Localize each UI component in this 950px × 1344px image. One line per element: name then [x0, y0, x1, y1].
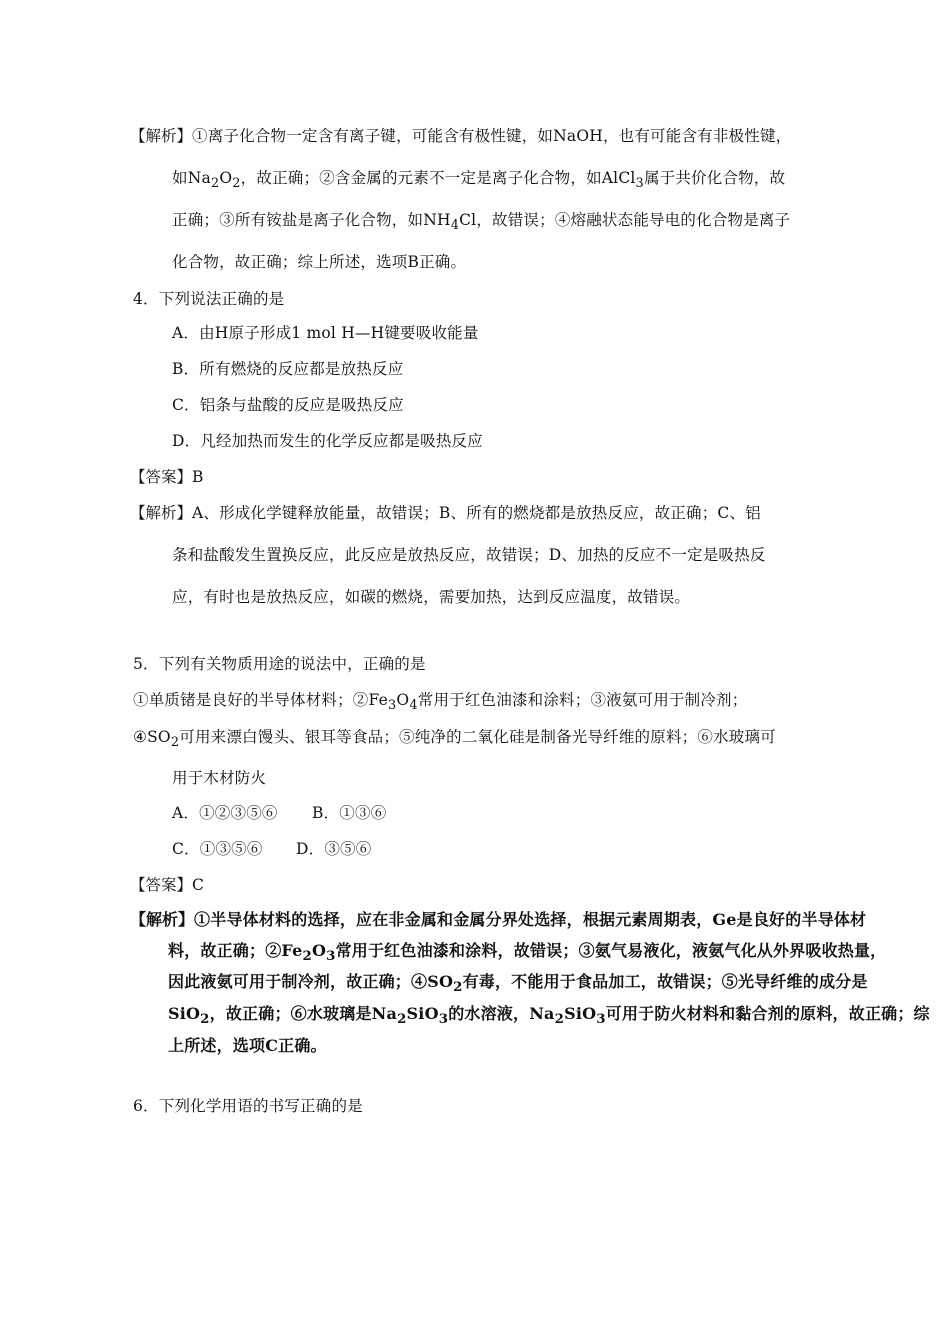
q3-explain-tag: 【解析】 — [130, 127, 193, 145]
q5-option-c: C．①③⑤⑥ — [172, 840, 263, 858]
q3-explain-line-4: 化合物，故正确；综上所述，选项B正确。 — [172, 253, 467, 271]
q5-stem: 5．下列有关物质用途的说法中，正确的是 — [133, 655, 426, 673]
q4-explain-line-3: 应，有时也是放热反应，如碳的燃烧，需要加热，达到反应温度，故错误。 — [172, 588, 691, 606]
q5-explain-line-5: 上所述，选项C正确。 — [168, 1036, 327, 1055]
q4-option-c: C．铝条与盐酸的反应是吸热反应 — [172, 396, 404, 414]
q4-explain-line-2: 条和盐酸发生置换反应，此反应是放热反应，故错误；D、加热的反应不一定是吸热反 — [172, 546, 766, 564]
q5-option-d: D．③⑤⑥ — [296, 840, 372, 858]
q5-option-b: B．①③⑥ — [312, 804, 387, 822]
q4-option-b: B．所有燃烧的反应都是放热反应 — [172, 360, 404, 378]
q4-option-a: A．由H原子形成1 mol H—H键要吸收能量 — [172, 324, 479, 342]
q5-explain-line-1: 【解析】①半导体材料的选择，应在非金属和金属分界处选择，根据元素周期表，Ge是良好的半导体材 — [130, 910, 867, 929]
q4-option-d: D．凡经加热而发生的化学反应都是吸热反应 — [172, 432, 483, 450]
q5-explain-line-4: SiO$_2$，故正确；⑥水玻璃是$Na_2SiO_3$的水溶液，$Na_2SiO_3$可用于防火材料和黏合剂的原料，故正确；综 — [168, 1004, 930, 1028]
q3-explain-line-1: 【解析】①离子化合物一定含有离子键，可能含有极性键，如NaOH，也有可能含有非极性键， — [130, 127, 792, 145]
q5-items-line-2: $④SO_2$可用来漂白馒头、银耳等食品；⑤纯净的二氧化硅是制备光导纤维的原料；⑥水玻璃可 — [133, 728, 776, 751]
q3-explain-line-3: 正确；③所有铵盐是离子化合物，如$NH_4Cl$，故错误；④熔融状态能导电的化合物是离子 — [172, 211, 791, 234]
q4-stem: 4．下列说法正确的是 — [133, 290, 285, 308]
q5-items-line-1: ①单质锗是良好的半导体材料；$②Fe_3O_4$常用于红色油漆和涂料；③液氨可用于制冷剂； — [133, 691, 748, 714]
q4-answer: 【答案】B — [130, 468, 204, 486]
q5-option-a: A．①②③⑤⑥ — [172, 804, 278, 822]
q5-explain-line-2: 料，故正确；$②Fe_2O_3$常用于红色油漆和涂料，故错误；③氨气易液化，液氨气化从外界吸收热量， — [168, 941, 887, 965]
q6-stem: 6．下列化学用语的书写正确的是 — [133, 1097, 363, 1115]
q5-explain-line-3: 因此液氨可用于制冷剂，故正确；$④SO_2$有毒，不能用于食品加工，故错误；⑤光导纤维的成分是 — [168, 972, 868, 996]
q4-explain-line-1: 【解析】A、形成化学键释放能量，故错误；B、所有的燃烧都是放热反应，故正确；C、铝 — [130, 504, 761, 522]
q3-explain-line-2: 如$Na_2O_2$，故正确；②含金属的元素不一定是离子化合物，如AlCl$_3$属于共价化合物，故 — [172, 169, 786, 192]
q5-answer: 【答案】C — [130, 876, 205, 894]
q5-items-line-3: 用于木材防火 — [172, 769, 267, 787]
